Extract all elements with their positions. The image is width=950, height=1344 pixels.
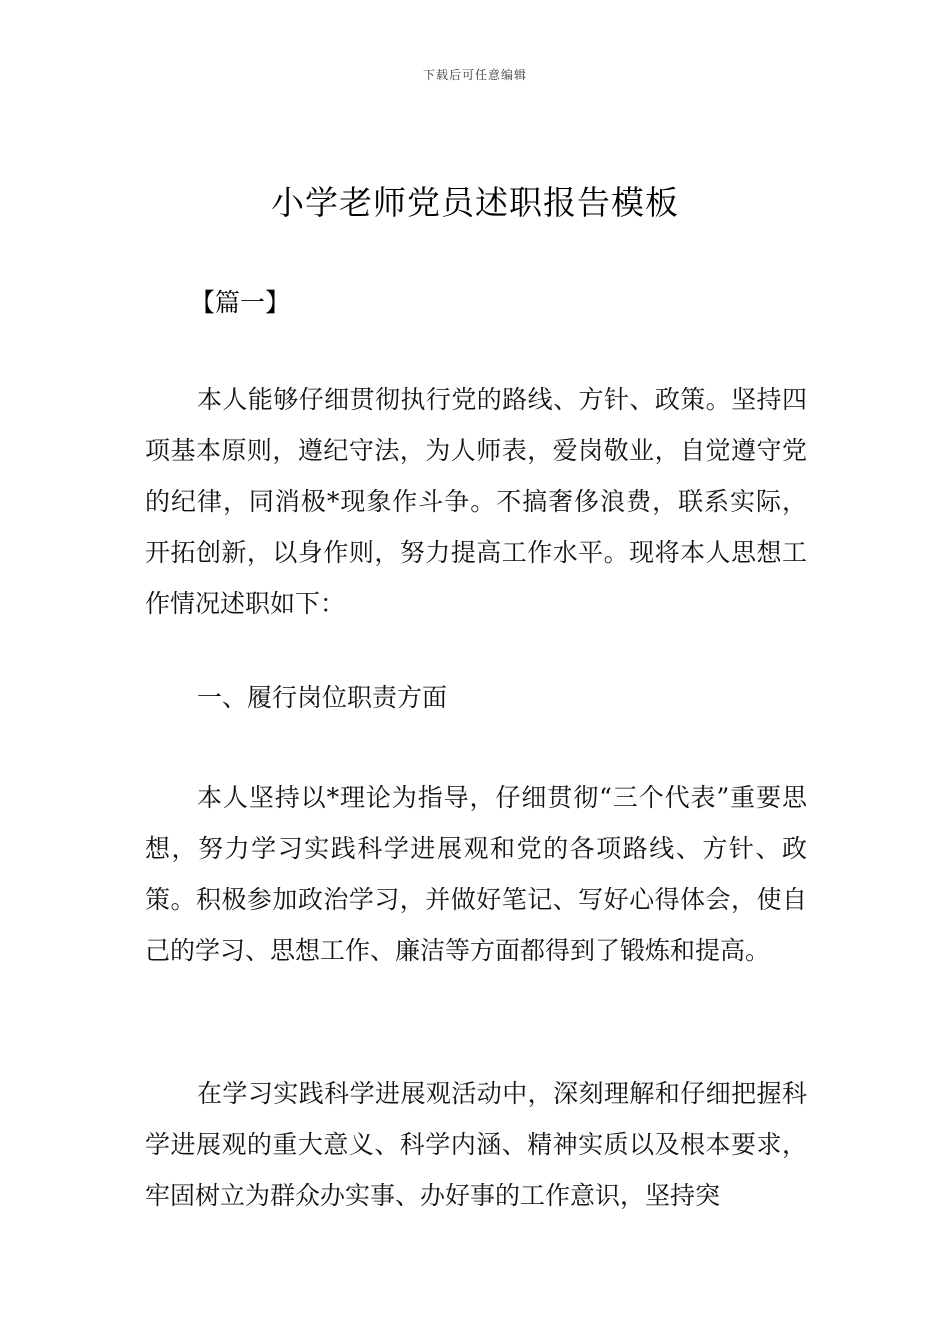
paragraph-practice: 在学习实践科学进展观活动中，深刻理解和仔细把握科学进展观的重大意义、科学内涵、精神实质以及根本要求，牢固树立为群众办实事、办好事的工作意识，坚持突: [145, 1079, 807, 1210]
paragraph-intro: 本人能够仔细贯彻执行党的路线、方针、政策。坚持四项基本原则，遵纪守法，为人师表，爱岗敬业，自觉遵守党的纪律，同消极*现象作斗争。不搞奢侈浪费，联系实际，开拓创新，以身作则，努力提高工作水平。现将本人思想工作情况述职如下：: [145, 385, 807, 618]
section-tag: 【篇一】: [190, 288, 291, 317]
document-title: 小学老师党员述职报告模板: [271, 183, 679, 222]
section-heading: 一、履行岗位职责方面: [197, 683, 448, 712]
paragraph-study: 本人坚持以*理论为指导，仔细贯彻“三个代表”重要思想，努力学习实践科学进展观和党的各项路线、方针、政策。积极参加政治学习，并做好笔记、写好心得体会，使自己的学习、思想工作、廉洁等方面都得到了锻炼和提高。: [145, 783, 807, 965]
header-note: 下载后可任意编辑: [422, 68, 527, 82]
